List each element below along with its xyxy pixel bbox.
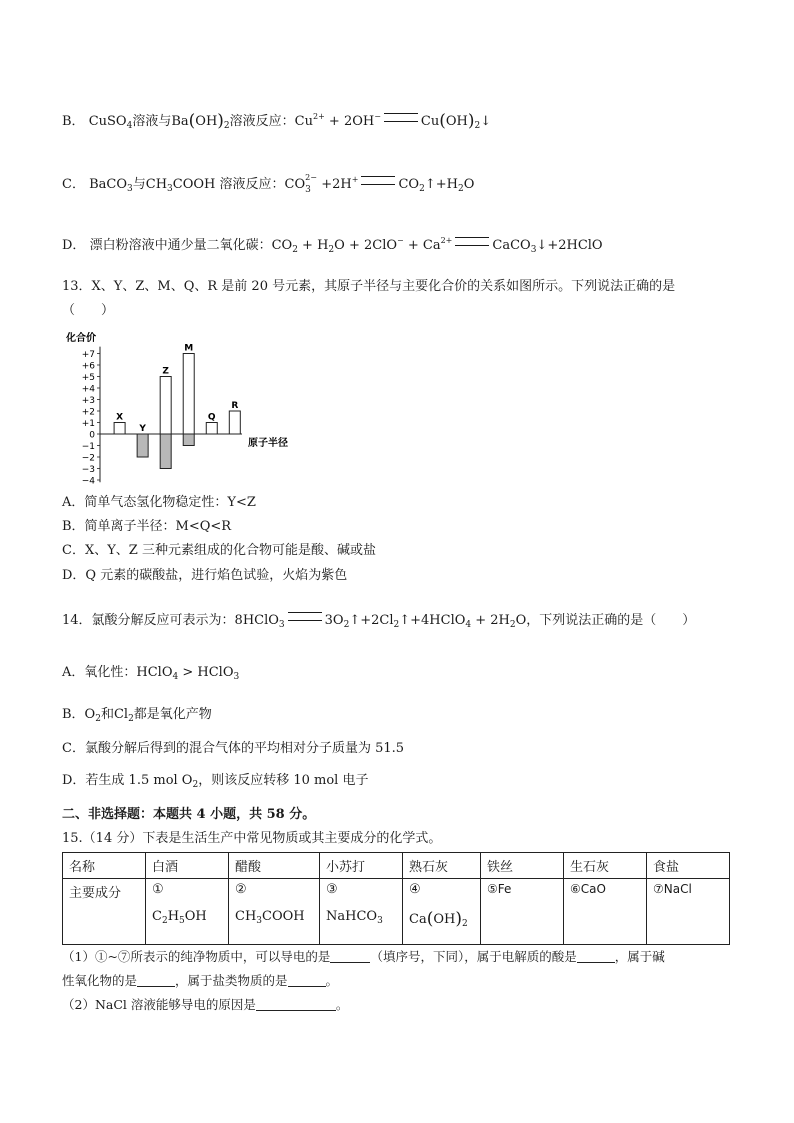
bar-positive-X (114, 423, 125, 435)
formula-text: CO (398, 177, 420, 192)
bar-positive-R (229, 411, 240, 434)
subscript: 5 (179, 916, 185, 926)
formula-text: BaCO (89, 177, 128, 192)
answer-blank[interactable] (288, 986, 326, 987)
sub-sup-stack (305, 173, 317, 195)
formula-text: +2H (317, 177, 352, 192)
table-cell: ⑤Fe (481, 879, 564, 945)
bar-label-M: M (184, 343, 194, 354)
subscript: 4 (126, 121, 133, 131)
formula-text: +2HClO (547, 238, 603, 253)
formula-text: +H (435, 177, 458, 192)
table-cell: 名称 (63, 853, 146, 879)
y-tick-label: 0 (89, 430, 95, 441)
subscript: 3 (305, 185, 311, 195)
text: 与CH (132, 177, 168, 192)
table-cell: 白酒 (146, 853, 229, 879)
option-text: B．简单离子半径：M<Q<R (62, 519, 232, 534)
substance-table (62, 852, 730, 945)
formula-text: ↑+4HClO (399, 613, 466, 628)
formula-text: OH (445, 114, 468, 129)
subscript: 2 (95, 714, 101, 724)
text: 溶液与Ba (132, 114, 189, 129)
subscript: 2 (328, 245, 335, 255)
question-text: （填序号，下同），属于电解质的酸是 (370, 949, 577, 964)
y-axis-label: 化合价 (66, 333, 96, 344)
superscript: 2+ (440, 236, 453, 245)
table-cell: ⑥CaO (564, 879, 647, 945)
paren: ( (439, 111, 446, 131)
subscript: 2 (292, 245, 298, 255)
paren: ) (217, 111, 224, 131)
table-cell (229, 879, 320, 945)
option-text: C．X、Y、Z 三种元素组成的化合物可能是酸、碱或盐 (62, 543, 376, 558)
option-label: D． (62, 238, 86, 253)
q15-stem (62, 830, 441, 848)
y-tick-label: −1 (81, 442, 95, 452)
formula-text: CuSO (88, 114, 127, 129)
subscript: 3 (127, 184, 133, 194)
answer-blank[interactable] (330, 962, 370, 963)
question-text: ，属于碱 (614, 949, 665, 964)
bar-label-X: X (116, 412, 124, 423)
formula-text: C (152, 909, 162, 924)
subscript: 2 (343, 620, 350, 630)
item-number: ③ (326, 882, 338, 897)
subscript: 2 (419, 184, 425, 194)
table-cell: 铁丝 (481, 853, 564, 879)
q13-stem (62, 278, 675, 296)
subscript: 2 (461, 919, 468, 929)
section-heading (62, 806, 315, 824)
formula-text: O (463, 177, 475, 192)
subscript: 3 (256, 916, 263, 926)
table-header-row (63, 853, 730, 879)
subscript: 3 (233, 672, 240, 682)
item-number: ④ (409, 882, 421, 897)
subscript: 3 (167, 184, 173, 194)
formula-text: Ca (409, 912, 427, 927)
table-cell: 食盐 (647, 853, 730, 879)
question-text: （1）①~⑦所表示的纯净物质中，可以导电的是 (62, 949, 331, 964)
text: COOH 溶液反应：CO (172, 177, 306, 192)
option-text: > HClO (178, 665, 234, 680)
formula-text: ↑+2Cl (349, 613, 394, 628)
question-text: 15.（14 分）下表是生活生产中常见物质或其主要成分的化学式。 (62, 831, 442, 846)
bar-negative-M (183, 434, 194, 446)
q13-option-a (62, 494, 256, 512)
bar-positive-M (183, 354, 194, 435)
bar-label-Y: Y (139, 424, 146, 434)
formula-text: OH (184, 909, 207, 924)
q14-option-c (62, 740, 404, 758)
question-text: O，下列说法正确的是（ ） (515, 613, 696, 628)
formula-text: Cu (420, 114, 440, 129)
bar-negative-Y (137, 434, 148, 457)
subscript: 2 (192, 780, 199, 790)
bar-label-R: R (231, 401, 239, 411)
q15-part1-line1 (62, 948, 665, 966)
y-tick-label: −2 (81, 453, 95, 464)
q14-option-a (62, 664, 239, 686)
superscript: 2+ (312, 112, 325, 121)
subscript: 4 (465, 620, 472, 630)
table-cell (146, 879, 229, 945)
subscript: 3 (530, 245, 537, 255)
x-axis-label: 原子半径 (248, 438, 288, 449)
paren: ( (426, 909, 434, 929)
superscript: − (397, 236, 404, 245)
formula-text: NaHCO (326, 909, 378, 924)
formula-text: 3O (324, 613, 344, 628)
answer-blank[interactable] (137, 986, 175, 987)
formula-text: OH (433, 912, 456, 927)
table-cell: 生石灰 (564, 853, 647, 879)
y-tick-label: +4 (81, 384, 95, 395)
gas-arrow: ↑ (424, 177, 436, 192)
question-text: （2）NaCl 溶液能够导电的原因是 (62, 997, 256, 1012)
y-tick-label: −4 (81, 476, 95, 487)
option-text: ，则该反应转移 10 mol 电子 (198, 773, 369, 788)
formula (409, 909, 474, 929)
text: 溶液反应：Cu (229, 114, 313, 129)
formula-text: O + 2ClO (334, 238, 398, 253)
superscript: 2− (305, 173, 317, 182)
heading-text: 二、非选择题：本题共 4 小题，共 58 分。 (62, 807, 316, 822)
bar-label-Z: Z (162, 366, 169, 377)
paren: ( (188, 111, 196, 131)
question-text: 性氧化物的是 (62, 973, 138, 988)
question-text: 13．X、Y、Z、M、Q、R 是前 20 号元素，其原子半径与主要化合价的关系如图所示。下列说法正确的是 (62, 279, 676, 294)
q15-part1-line2 (62, 972, 338, 990)
option-text: A．氧化性：HClO (62, 665, 173, 680)
option-text: 都是氧化产物 (133, 707, 212, 722)
bar-positive-Z (160, 377, 171, 435)
subscript: 2 (509, 620, 516, 630)
reaction-equals-sign (384, 113, 418, 122)
item-number: ① (152, 882, 164, 897)
option-text: D．若生成 1.5 mol O (62, 773, 193, 788)
q13-option-b (62, 518, 231, 536)
table-cell (403, 879, 481, 945)
formula-text: OH (195, 114, 218, 129)
question-text: 。 (335, 997, 349, 1012)
option-text: A．简单气态氢化物稳定性：Y<Z (62, 495, 256, 510)
formula (326, 909, 396, 926)
option-text: D．Q 元素的碳酸盐，进行焰色试验，火焰为紫色 (62, 568, 348, 583)
subscript: 2 (223, 121, 230, 131)
reaction-equals-sign (288, 612, 322, 621)
formula-text: CH (235, 909, 257, 924)
paren: ) (455, 909, 462, 929)
paren: ) (467, 111, 475, 131)
subscript: 3 (278, 620, 285, 630)
q12-option-d (62, 232, 603, 259)
formula-text: + H (297, 238, 329, 253)
q13-option-c (62, 542, 376, 560)
formula (235, 909, 313, 926)
question-text: 14．氯酸分解反应可表示为：8HClO (62, 613, 279, 628)
y-tick-label: +5 (81, 373, 95, 383)
reaction-equals-sign (455, 237, 489, 246)
q12-option-b (62, 108, 491, 135)
text: 漂白粉溶液中通少量二氧化碳：CO (89, 238, 293, 253)
subscript: 2 (457, 184, 464, 194)
table-cell: 主要成分 (63, 879, 146, 945)
subscript: 2 (161, 916, 168, 926)
answer-blank[interactable] (256, 1010, 336, 1011)
question-text: ，属于盐类物质的是 (175, 973, 288, 988)
table-cell: 醋酸 (229, 853, 320, 879)
q14-option-d (62, 772, 368, 794)
reaction-equals-sign (361, 176, 395, 185)
bar-negative-Z (160, 434, 171, 469)
valence-radius-chart (62, 330, 302, 487)
superscript: + (351, 175, 359, 184)
y-tick-label: +7 (81, 350, 95, 360)
formula-text: COOH (262, 909, 305, 924)
subscript: 4 (172, 672, 179, 682)
subscript: 2 (474, 121, 481, 131)
q12-option-c (62, 171, 474, 198)
formula-text: H (167, 909, 180, 924)
y-tick-label: −3 (81, 465, 95, 475)
bar-positive-Q (206, 423, 217, 435)
table-cell (320, 879, 403, 945)
q14-stem (62, 612, 695, 634)
superscript: − (374, 112, 381, 121)
q14-option-b (62, 706, 212, 728)
y-tick-label: +2 (81, 407, 95, 418)
precipitate-arrow: ↓ (480, 114, 492, 129)
subscript: 3 (377, 916, 383, 926)
q13-option-d (62, 567, 347, 585)
y-tick-label: +1 (81, 419, 95, 429)
table-cell: ⑦NaCl (647, 879, 730, 945)
question-text: 。 (325, 973, 339, 988)
option-text: 和Cl (100, 707, 129, 722)
subscript: 2 (128, 714, 134, 724)
option-text: B．O (62, 707, 96, 722)
formula (152, 909, 222, 926)
item-number: ② (235, 882, 247, 897)
q15-part2 (62, 996, 348, 1014)
formula-text: + 2H (471, 613, 510, 628)
answer-blank: （ ） (62, 303, 115, 318)
subscript: 2 (393, 620, 400, 630)
option-label: C． (62, 177, 85, 192)
table-row (63, 879, 730, 945)
y-tick-label: +3 (81, 396, 95, 406)
option-label: B． (62, 114, 85, 129)
answer-blank[interactable] (577, 962, 615, 963)
bar-label-Q: Q (207, 412, 216, 423)
formula-text: CaCO (492, 238, 531, 253)
table-cell: 小苏打 (320, 853, 403, 879)
option-text: C．氯酸分解后得到的混合气体的平均相对分子质量为 51.5 (62, 741, 405, 756)
q13-paren (62, 302, 114, 320)
formula-text: + Ca (403, 238, 441, 253)
formula-text: + 2OH (324, 114, 375, 129)
y-tick-label: +6 (81, 361, 95, 372)
precipitate-arrow: ↓ (536, 238, 548, 253)
table-cell: 熟石灰 (403, 853, 481, 879)
